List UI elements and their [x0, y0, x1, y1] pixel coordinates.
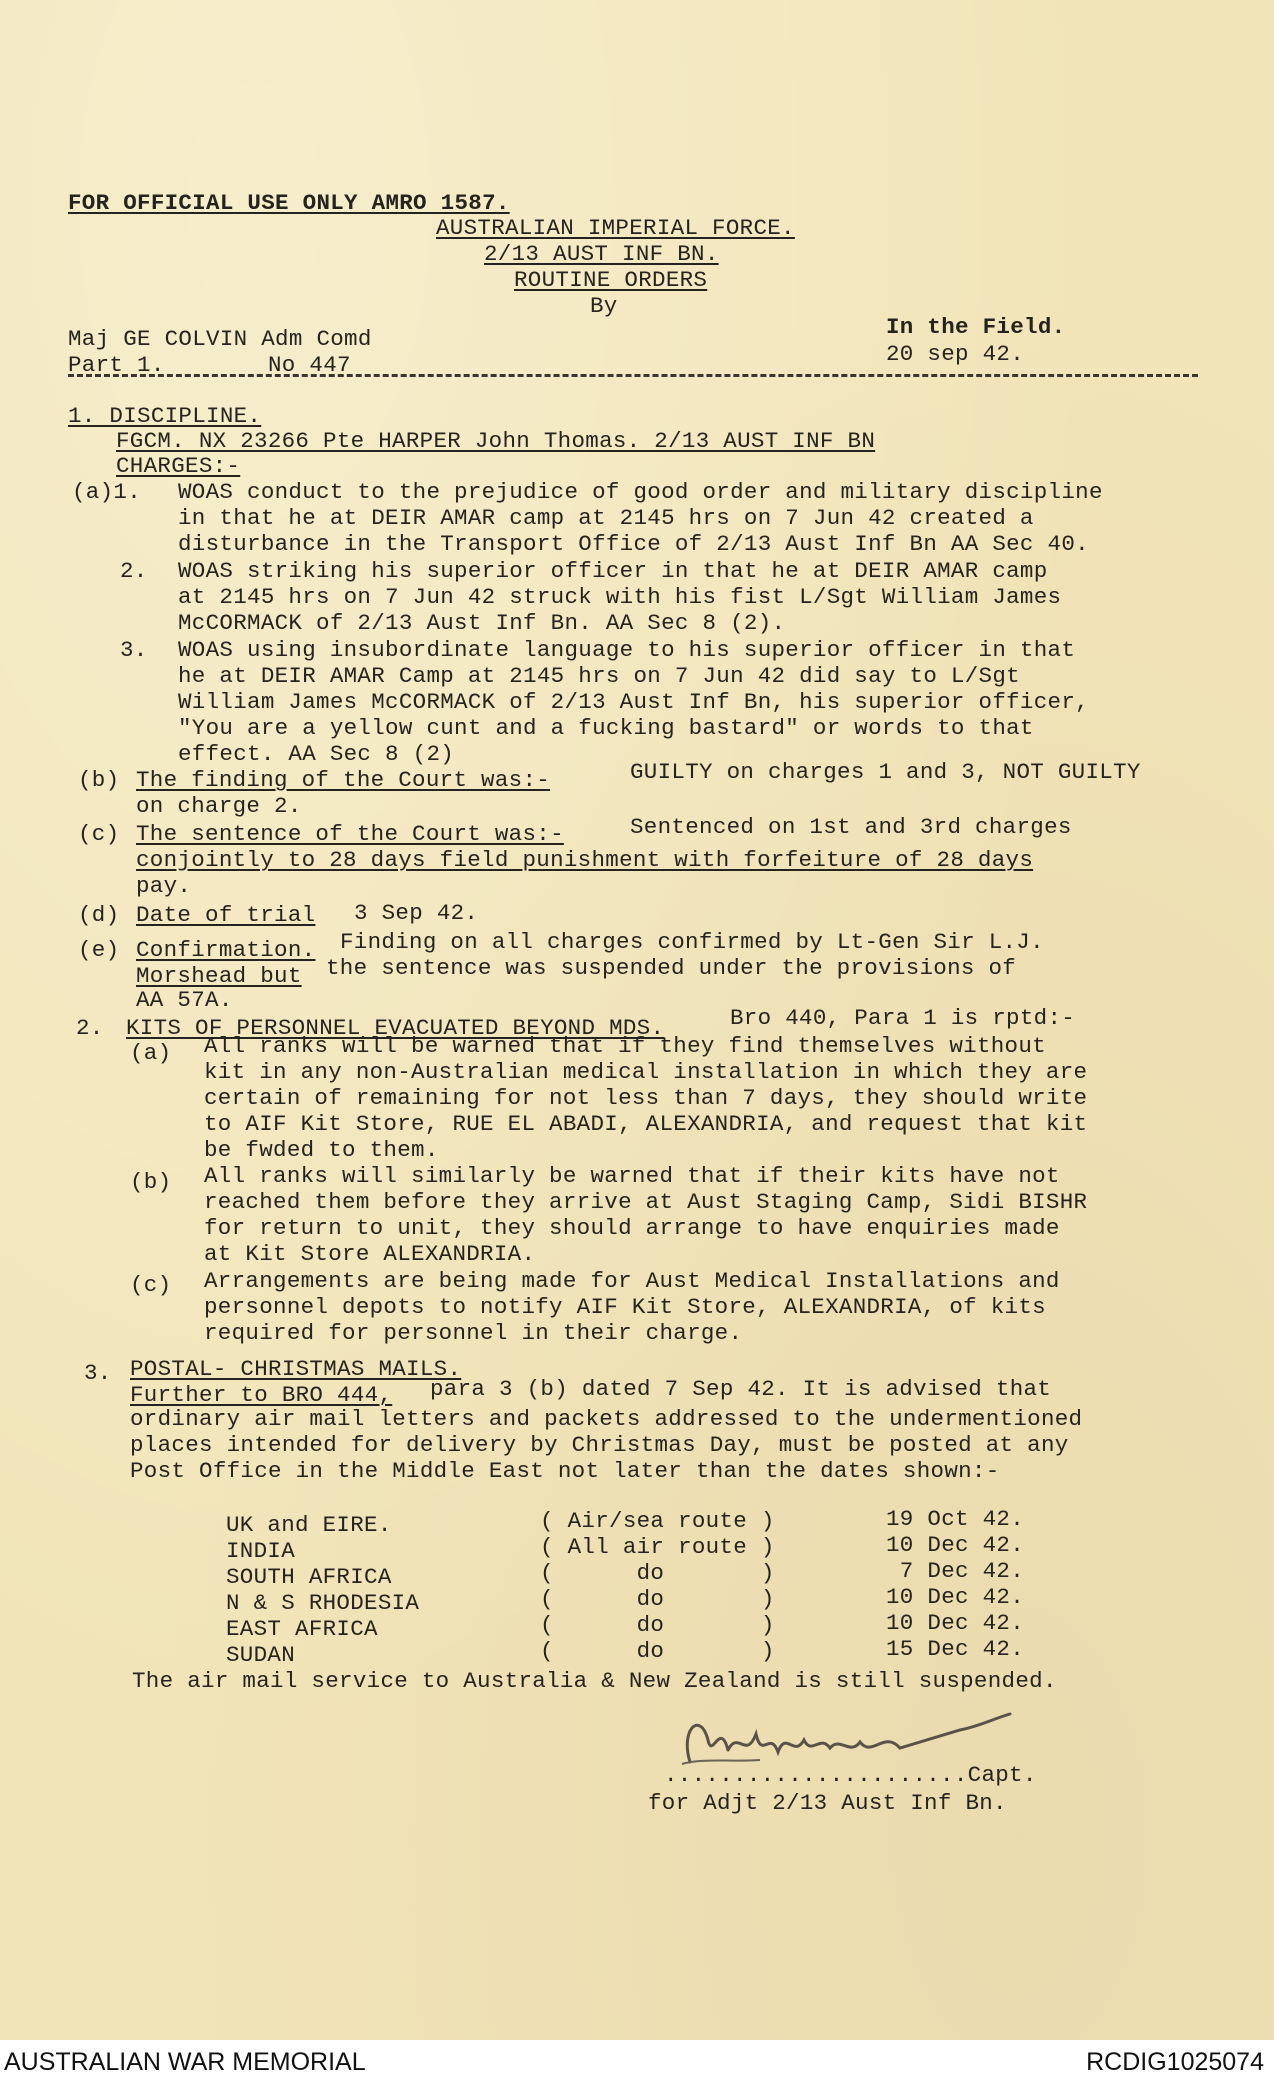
mail-route: ( All air route ) — [540, 1534, 775, 1560]
postal-closing: The air mail service to Australia & New Zealand is still suspended. — [132, 1668, 1057, 1694]
mail-place: SOUTH AFRICA — [226, 1564, 392, 1590]
trial-date-label: Date of trial — [136, 902, 316, 928]
charge-3-line: he at DEIR AMAR Camp at 2145 hrs on 7 Jun 42 did say to L/Sgt — [178, 663, 1020, 689]
charge-2-line: McCORMACK of 2/13 Aust Inf Bn. AA Sec 8 (2). — [178, 610, 786, 636]
kits-a-line: be fwded to them. — [204, 1137, 439, 1163]
mail-date: 10 Dec 42. — [886, 1532, 1025, 1558]
kits-c-line: Arrangements are being made for Aust Medical Installations and — [204, 1268, 1060, 1294]
part-label: Part 1. — [68, 352, 165, 378]
finding-text: GUILTY on charges 1 and 3, NOT GUILTY — [630, 759, 1141, 785]
kits-a-marker: (a) — [130, 1040, 172, 1066]
section-2-title: KITS OF PERSONNEL EVACUATED BEYOND MDS. — [126, 1015, 665, 1041]
mail-place: UK and EIRE. — [226, 1512, 392, 1538]
fgcm-line: FGCM. NX 23266 Pte HARPER John Thomas. 2/13 AUST INF BN — [116, 428, 876, 454]
mail-route: ( do ) — [540, 1612, 775, 1638]
postal-intro-label: Further to BRO 444, — [130, 1382, 393, 1408]
section-2-number: 2. — [76, 1015, 104, 1041]
charge-3-line: "You are a yellow cunt and a fucking bastard" or words to that — [178, 715, 1034, 741]
mail-route: ( do ) — [540, 1586, 775, 1612]
sentence-text: Sentenced on 1st and 3rd charges — [630, 814, 1072, 840]
sentence-text-cont: pay. — [136, 873, 192, 899]
order-date: 20 sep 42. — [886, 341, 1025, 367]
confirmation-text: Finding on all charges confirmed by Lt-Gen Sir L.J. — [340, 929, 1044, 955]
kits-b-marker: (b) — [130, 1169, 172, 1195]
confirmation-label-cont: Morshead but — [136, 963, 302, 989]
charge-2-marker: 2. — [120, 558, 148, 584]
kits-b-line: at Kit Store ALEXANDRIA. — [204, 1241, 536, 1267]
charge-3-line: effect. AA Sec 8 (2) — [178, 741, 455, 767]
section-1-title: 1. DISCIPLINE. — [68, 403, 262, 429]
sentence-text-cont: conjointly to 28 days field punishment with forfeiture of 28 days — [136, 847, 1034, 873]
kits-b-line: All ranks will similarly be warned that if their kits have not — [204, 1163, 1060, 1189]
sentence-label: The sentence of the Court was:- — [136, 821, 564, 847]
mail-place: SUDAN — [226, 1642, 296, 1668]
kits-a-line: kit in any non-Australian medical installation in which they are — [204, 1059, 1088, 1085]
kits-a-line: All ranks will be warned that if they find themselves without — [204, 1033, 1046, 1059]
sentence-marker: (c) — [78, 821, 120, 847]
signature-for-line: for Adjt 2/13 Aust Inf Bn. — [648, 1790, 1007, 1816]
charge-3-line: William James McCORMACK of 2/13 Aust Inf Bn, his superior officer, — [178, 689, 1089, 715]
postal-intro-line: Post Office in the Middle East not later than the dates shown:- — [130, 1458, 1000, 1484]
confirmation-text-cont: AA 57A. — [136, 987, 233, 1013]
confirmation-text-cont: the sentence was suspended under the provisions of — [326, 955, 1017, 981]
charge-3-line: WOAS using insubordinate language to his superior officer in that — [178, 637, 1076, 663]
mail-date: 15 Dec 42. — [886, 1636, 1025, 1662]
section-3-title: POSTAL- CHRISTMAS MAILS. — [130, 1356, 462, 1382]
charge-1-line: disturbance in the Transport Office of 2/13 Aust Inf Bn AA Sec 40. — [178, 531, 1089, 557]
mail-date: 10 Dec 42. — [886, 1584, 1025, 1610]
mail-place: EAST AFRICA — [226, 1616, 378, 1642]
footer-institution: AUSTRALIAN WAR MEMORIAL — [4, 2048, 366, 2076]
force-title: AUSTRALIAN IMPERIAL FORCE. — [436, 215, 795, 241]
charge-1-marker: (a)1. — [72, 479, 142, 505]
signature-rank-line: ......................Capt. — [664, 1762, 1037, 1788]
mail-route: ( do ) — [540, 1638, 775, 1664]
charge-3-marker: 3. — [120, 637, 148, 663]
official-use-line: FOR OFFICIAL USE ONLY AMRO 1587. — [68, 190, 510, 216]
mail-place: INDIA — [226, 1538, 296, 1564]
kits-c-marker: (c) — [130, 1272, 172, 1298]
charges-label: CHARGES:- — [116, 453, 241, 479]
mail-date: 19 Oct 42. — [886, 1506, 1025, 1532]
kits-a-line: to AIF Kit Store, RUE EL ABADI, ALEXANDRIA, and request that kit — [204, 1111, 1088, 1137]
charge-2-line: at 2145 hrs on 7 Jun 42 struck with his fist L/Sgt William James — [178, 584, 1062, 610]
kits-b-line: for return to unit, they should arrange to have enquiries made — [204, 1215, 1060, 1241]
postal-intro-line: places intended for delivery by Christmas Day, must be posted at any — [130, 1432, 1069, 1458]
unit-title: 2/13 AUST INF BN. — [484, 241, 719, 267]
orders-title: ROUTINE ORDERS — [514, 267, 708, 293]
order-number: No 447 — [268, 352, 351, 378]
finding-label: The finding of the Court was:- — [136, 767, 551, 793]
archive-footer — [0, 2040, 1274, 2082]
trial-date-value: 3 Sep 42. — [354, 900, 479, 926]
charge-1-line: in that he at DEIR AMAR camp at 2145 hrs on 7 Jun 42 created a — [178, 505, 1034, 531]
postal-intro-line: ordinary air mail letters and packets addressed to the undermentioned — [130, 1406, 1083, 1432]
header-divider — [68, 374, 1198, 377]
mail-date: 7 Dec 42. — [886, 1558, 1025, 1584]
kits-b-line: reached them before they arrive at Aust Staging Camp, Sidi BISHR — [204, 1189, 1088, 1215]
kits-c-line: required for personnel in their charge. — [204, 1320, 743, 1346]
mail-place: N & S RHODESIA — [226, 1590, 420, 1616]
charge-1-line: WOAS conduct to the prejudice of good order and military discipline — [178, 479, 1103, 505]
by-label: By — [590, 293, 618, 319]
section-3-number: 3. — [84, 1360, 112, 1386]
charge-2-line: WOAS striking his superior officer in that he at DEIR AMAR camp — [178, 558, 1048, 584]
kits-c-line: personnel depots to notify AIF Kit Store, ALEXANDRIA, of kits — [204, 1294, 1046, 1320]
footer-record-id: RCDIG1025074 — [1086, 2048, 1264, 2076]
commander: Maj GE COLVIN Adm Comd — [68, 326, 372, 352]
finding-marker: (b) — [78, 767, 120, 793]
trial-date-marker: (d) — [78, 902, 120, 928]
postal-intro-line: para 3 (b) dated 7 Sep 42. It is advised that — [430, 1376, 1052, 1402]
finding-text-cont: on charge 2. — [136, 793, 302, 819]
kits-a-line: certain of remaining for not less than 7 days, they should write — [204, 1085, 1088, 1111]
mail-route: ( Air/sea route ) — [540, 1508, 775, 1534]
section-2-ref: Bro 440, Para 1 is rptd:- — [730, 1005, 1076, 1031]
location: In the Field. — [886, 314, 1066, 340]
confirmation-marker: (e) — [78, 937, 120, 963]
mail-route: ( do ) — [540, 1560, 775, 1586]
confirmation-label: Confirmation. — [136, 937, 316, 963]
mail-date: 10 Dec 42. — [886, 1610, 1025, 1636]
